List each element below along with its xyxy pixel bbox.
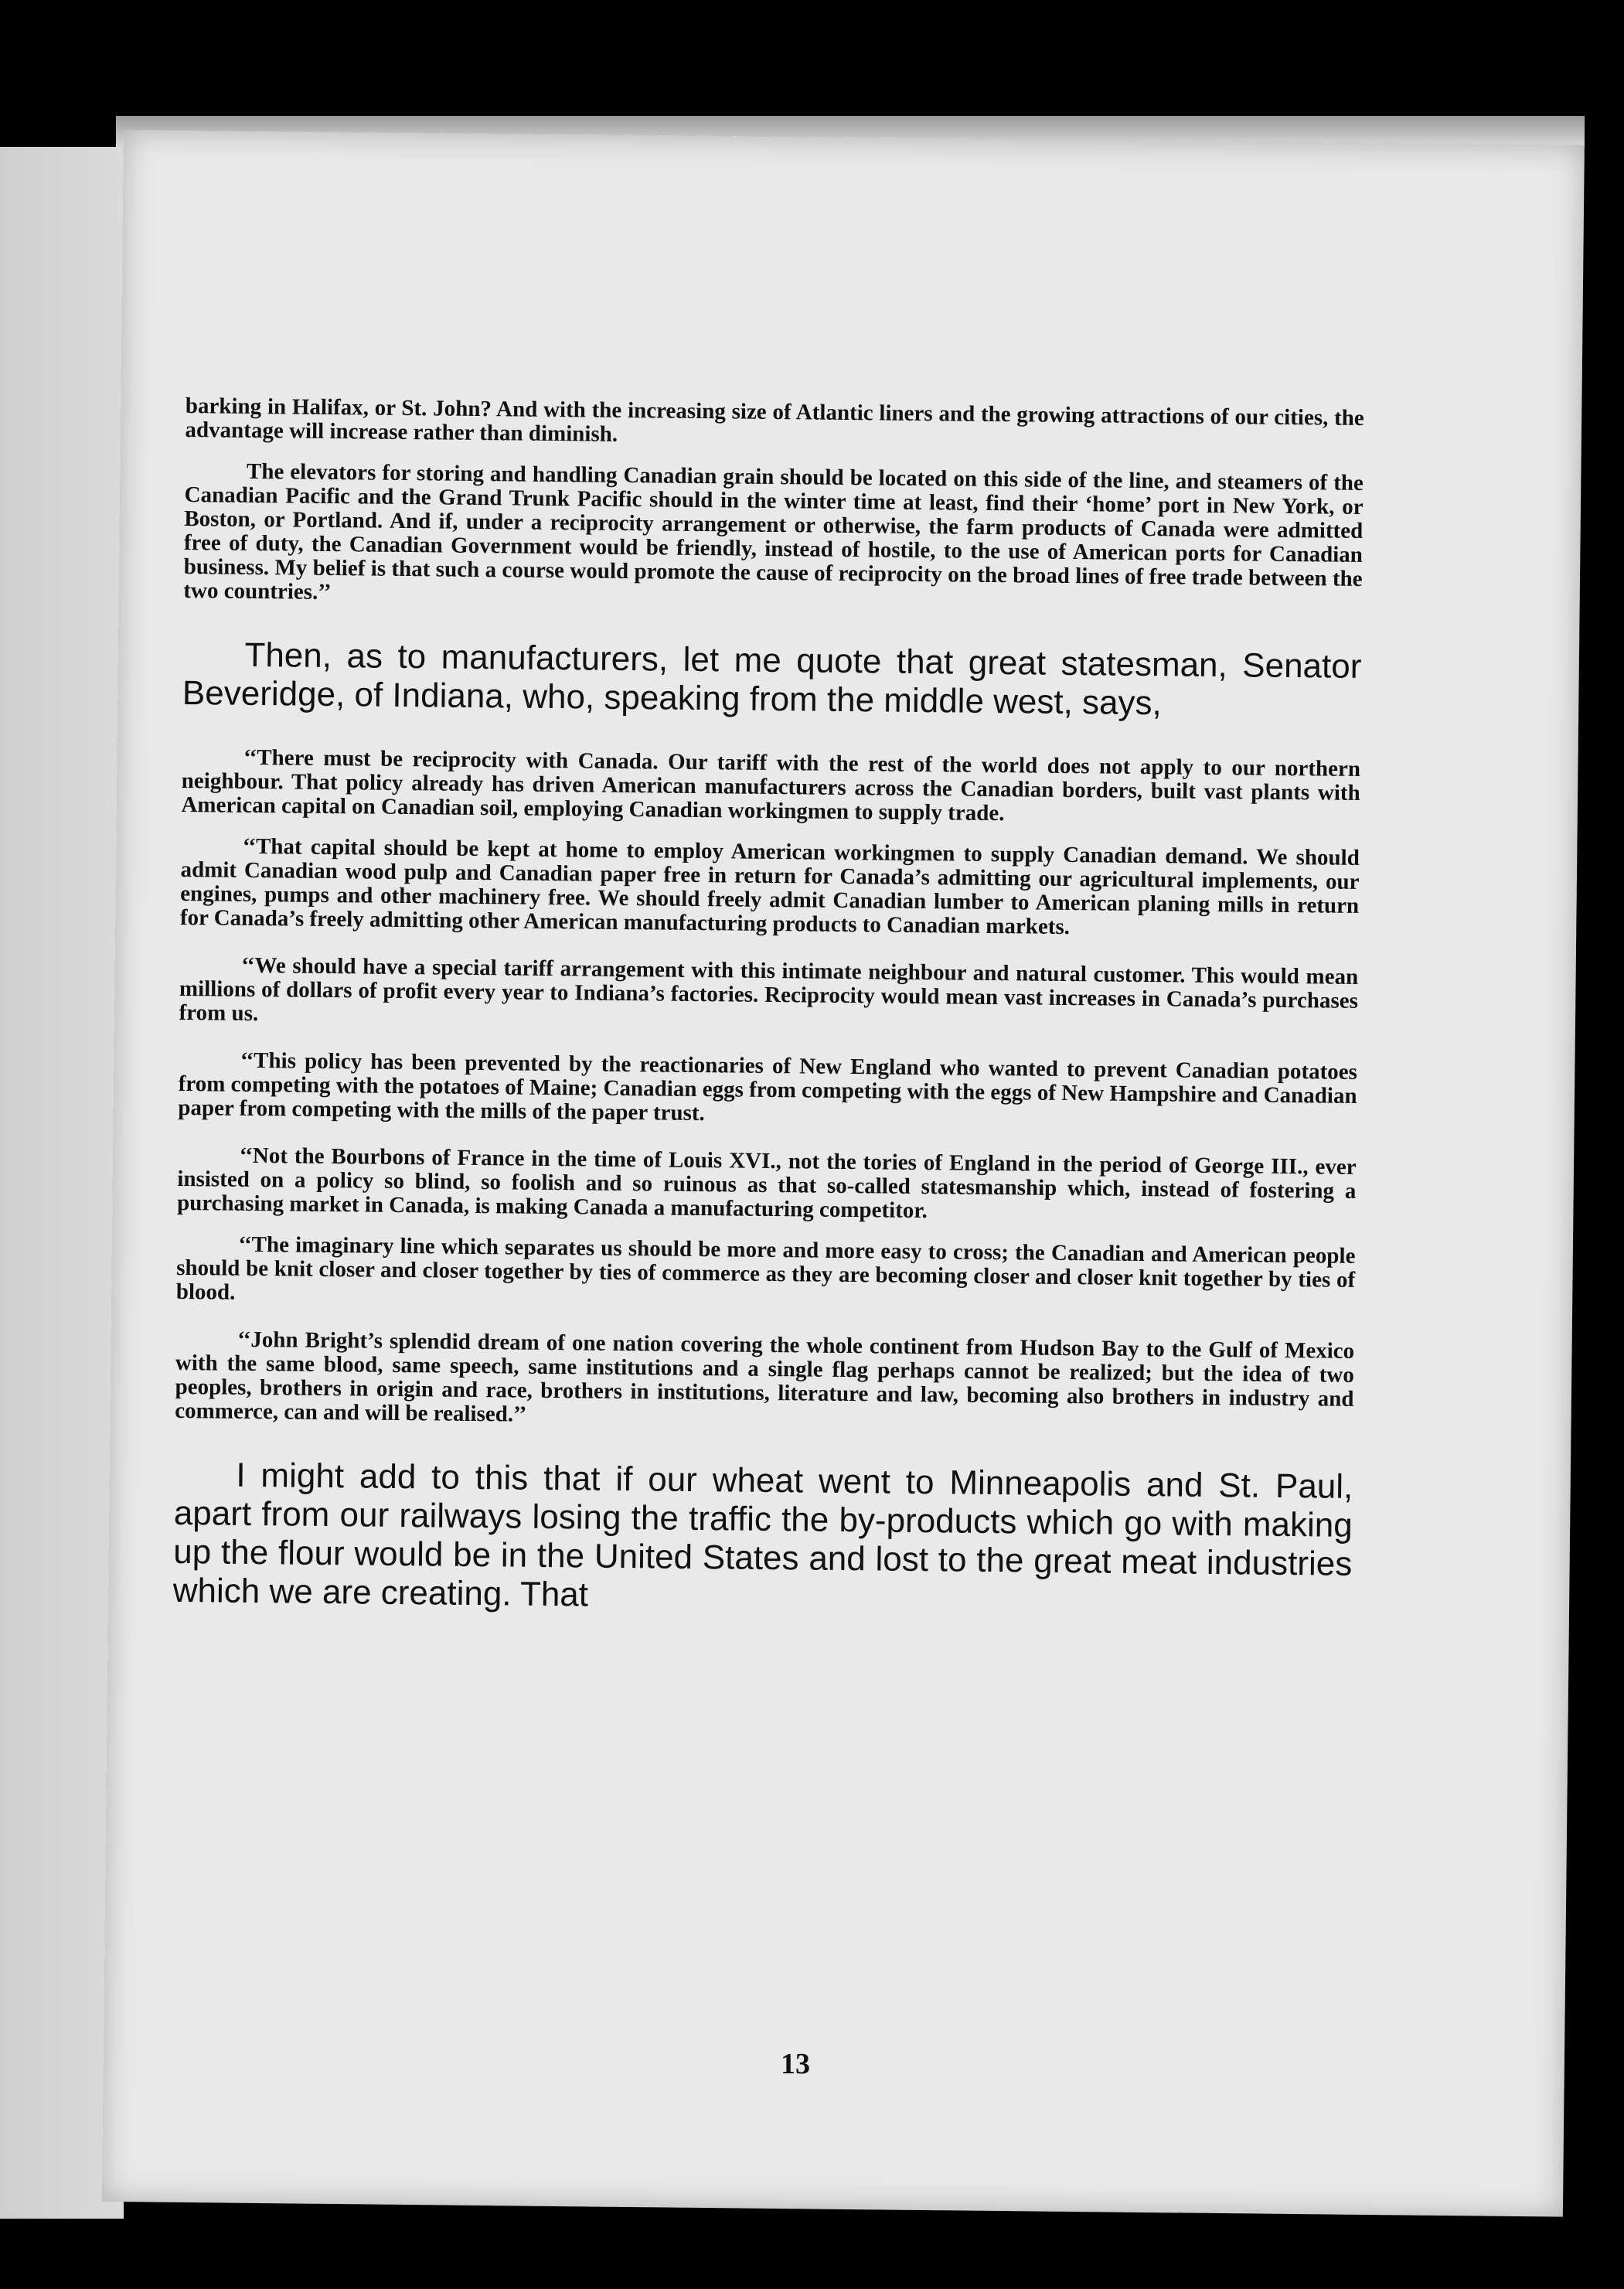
- quote-reciprocity: ‘‘There must be reciprocity with Canada. Our tariff with the rest of the world does not apply to our northern neighbour. That policy already has driven American manufacturers across the Canadian borders, built vast plants with American capital on Canadian soil, employing Canadian workingmen to supply trade.: [181, 744, 1361, 826]
- paragraph-wheat: I might add to this that if our wheat went to Minneapolis and St. Paul, apart from our railways losing the traffic the by-products which go with making up the flour would be in the United States and lost to the great meat industries which we are creating. That: [172, 1456, 1353, 1614]
- quote-policy: ‘‘This policy has been prevented by the reactionaries of New England who wanted to prevent Canadian potatoes from competing with the potatoes of Maine; Canadian eggs from competing with the eggs of New Hampshire and Canadian paper from competing with the mills of the paper trust.: [178, 1047, 1358, 1126]
- quote-imaginary-line: ‘‘The imaginary line which separates us should be more and more easy to cross; the Canadian and American people should be knit closer and closer together by ties of commerce as they are becoming closer and closer knit together by ties of blood.: [175, 1231, 1356, 1305]
- quote-capital: ‘‘That capital should be kept at home to employ American workingmen to supply Canadian demand. We should admit Canadian wood pulp and Canadian paper free in return for Canada’s admitting our agricultural implements, our engines, pumps and other machinery free. We should freely admit Canadian lumber to American planing mills in return for Canada’s freely admitting other American manufacturing products to Canadian markets.: [179, 833, 1360, 940]
- quote-bourbons: ‘‘Not the Bourbons of France in the time of Louis XVI., not the tories of England in the period of George III., ever insisted on a policy so blind, so foolish and so ruinous as that so-called statesmanship which, instead of fostering a purchasing market in Canada, is making Canada a manufacturing competitor.: [176, 1143, 1357, 1224]
- quote-tariff: ‘‘We should have a special tariff arrangement with this intimate neighbour and natural customer. This would mean millions of dollars of profit every year to Indiana’s factories. Reciprocity would mean vast increases in Canada’s purchases from us.: [179, 952, 1359, 1027]
- paragraph-elevators: The elevators for storing and handling Canadian grain should be located on this side of the line, and steamers of the Canadian Pacific and the Grand Trunk Pacific should in the winter time at least, find their ‘home’ port in New York, or Boston, or Portland. And if, under a reciprocity arrangement or otherwise, the farm products of Canada were admitted free of duty, the Canadian Government would be friendly, instead of hostile, to the use of American ports for Canadian business. My belief is that such a course would promote the cause of reciprocity on the broad lines of free trade between the two countries.’’: [183, 458, 1364, 605]
- body-text: [173, 394, 1364, 1623]
- paragraph-continuation: barking in Halifax, or St. John? And with the increasing size of Atlantic liners and the growing attractions of our cities, the advantage will increase rather than diminish.: [185, 393, 1364, 447]
- quote-john-bright: ‘‘John Bright’s splendid dream of one nation covering the whole continent from Hudson Bay to the Gulf of Mexico with the same blood, same speech, same institutions and a single flag perhaps cannot be realized; but the idea of two peoples, brothers in origin and race, brothers in institutions, literature and law, becoming also brothers in industry and commerce, can and will be realised.’’: [175, 1327, 1355, 1427]
- page-number: 13: [781, 2048, 810, 2080]
- paragraph-manufacturers: Then, as to manufacturers, let me quote that great statesman, Senator Beveridge, of Indiana, who, speaking from the middle west, says,: [182, 635, 1362, 723]
